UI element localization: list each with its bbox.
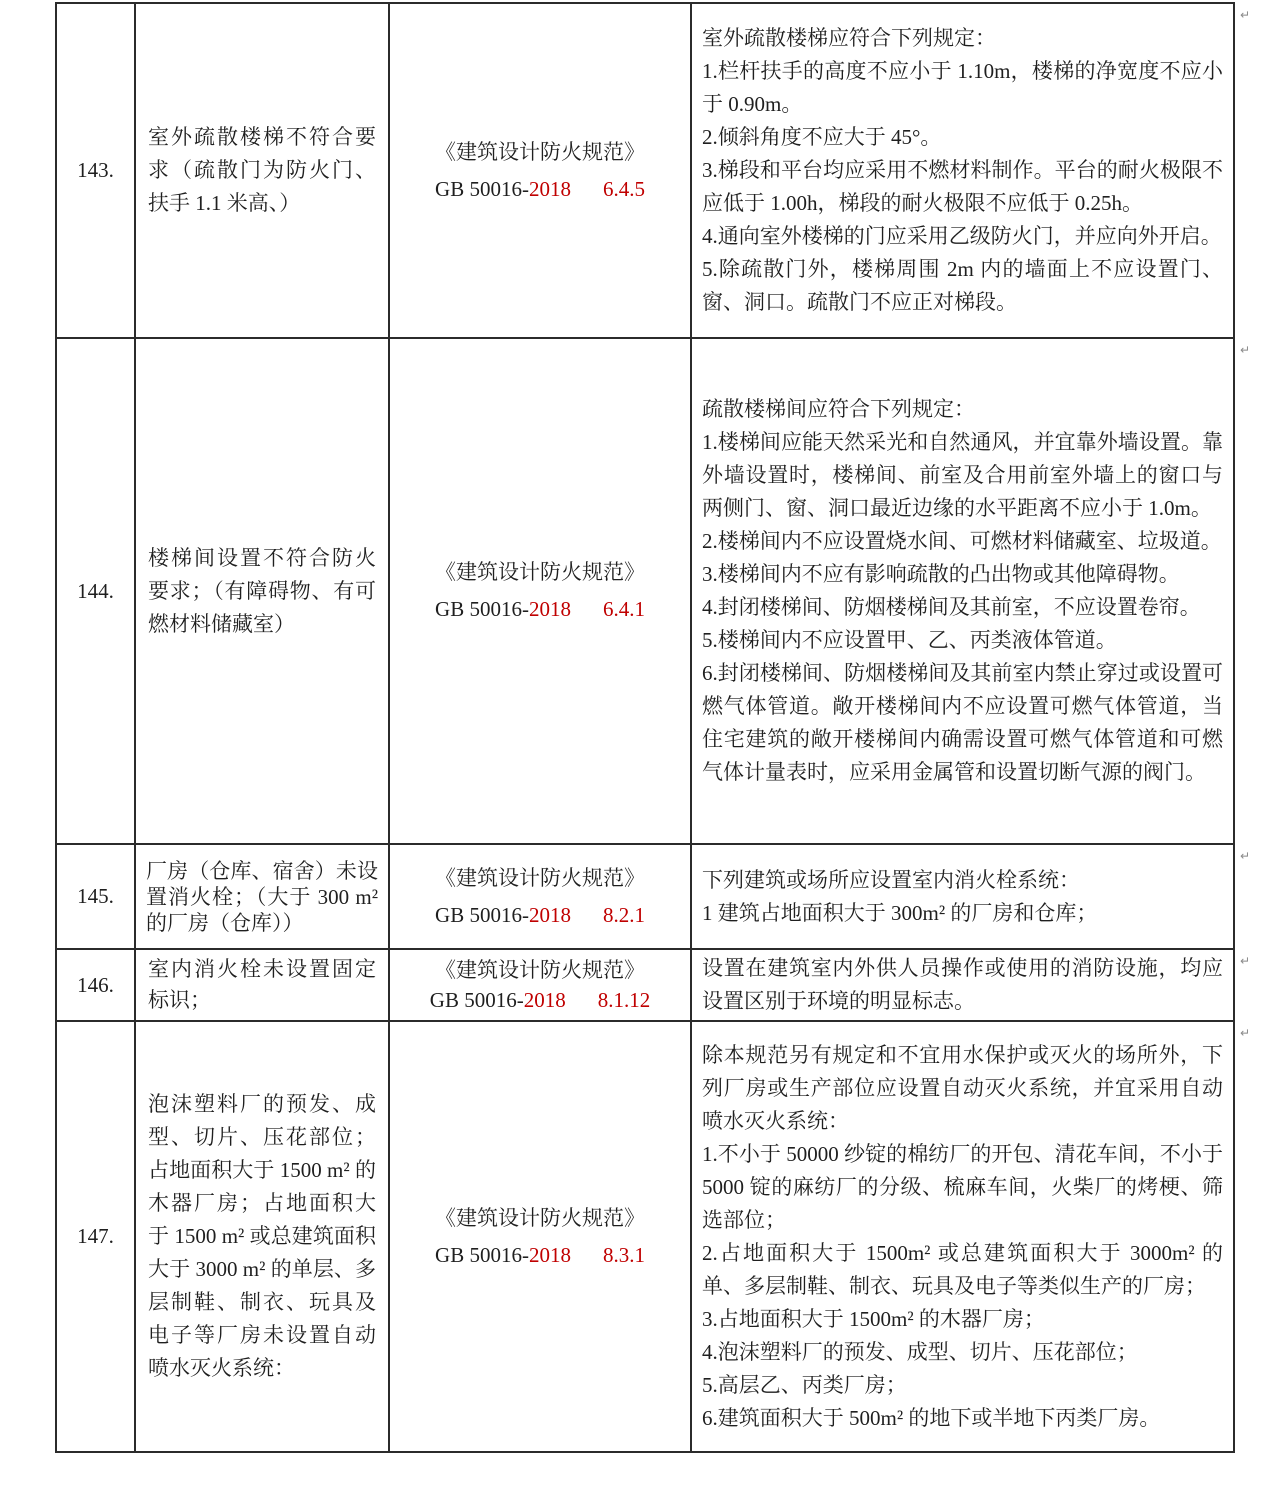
requirement-text <box>702 1039 1223 1435</box>
regulation-code: GB 50016- <box>435 902 529 927</box>
requirement-cell <box>691 1021 1250 1452</box>
requirement-paragraph: 2.楼梯间内不应设置烧水间、可燃材料储藏室、垃圾道。 <box>702 529 1222 553</box>
regulation-reference <box>389 1021 691 1452</box>
regulation-clause: 8.1.12 <box>597 988 651 1012</box>
requirement-paragraph: 1.栏杆扶手的高度不应小于 1.10m，楼梯的净宽度不应小于 0.90m。 <box>702 59 1223 116</box>
paragraph-mark-icon: ↵ <box>1239 954 1250 968</box>
regulation-reference <box>389 844 691 949</box>
table-row <box>56 844 1234 949</box>
requirement-text <box>702 864 1223 930</box>
requirement-cell <box>691 844 1250 949</box>
requirement-paragraph: 5.除疏散门外，楼梯周围 2m 内的墙面上不应设置门、窗、洞口。疏散门不应正对梯段。 <box>702 257 1223 314</box>
paragraph-mark-icon: ↵ <box>1239 849 1250 863</box>
requirement-paragraph: 4.通向室外楼梯的门应采用乙级防火门，并应向外开启。 <box>702 224 1222 248</box>
requirement-paragraph: 6.封闭楼梯间、防烟楼梯间及其前室内禁止穿过或设置可燃气体管道。敞开楼梯间内不应设置可燃气体管道，当住宅建筑的敞开楼梯间内确需设置可燃气体管道和可燃气体计量表时，应采用金属管和设置切断气源的阀门。 <box>702 661 1223 784</box>
requirement-paragraph: 除本规范另有规定和不宜用水保护或灭火的场所外，下列厂房或生产部位应设置自动灭火系统，并宜采用自动喷水灭火系统： <box>702 1042 1223 1133</box>
requirement-paragraph: 设置在建筑室内外供人员操作或使用的消防设施，均应设置区别于环境的明显标志。 <box>702 956 1223 1013</box>
requirement-paragraph: 3.梯段和平台均应采用不燃材料制作。平台的耐火极限不应低于 1.00h，梯段的耐火极限不应低于 0.25h。 <box>702 158 1223 215</box>
row-number: 146. <box>56 949 135 1021</box>
issue-description: 楼梯间设置不符合防火要求；（有障碍物、有可燃材料储藏室） <box>135 338 389 844</box>
requirement-paragraph: 6.建筑面积大于 500m² 的地下或半地下丙类厂房。 <box>702 1405 1161 1430</box>
issue-description: 室内消火栓未设置固定标识； <box>135 949 389 1021</box>
requirement-paragraph: 3.楼梯间内不应有影响疏散的凸出物或其他障碍物。 <box>702 562 1180 586</box>
regulation-clause: 8.3.1 <box>602 1242 645 1267</box>
requirement-paragraph: 4.封闭楼梯间、防烟楼梯间及其前室，不应设置卷帘。 <box>702 595 1201 619</box>
requirement-paragraph: 1.不小于 50000 纱锭的棉纺厂的开包、清花车间，不小于 5000 锭的麻纺厂的分级、梳麻车间，火柴厂的烤梗、筛选部位； <box>702 1141 1223 1232</box>
requirement-cell <box>691 338 1250 844</box>
regulation-code: GB 50016- <box>435 1242 529 1267</box>
requirement-paragraph: 室外疏散楼梯应符合下列规定： <box>702 26 996 50</box>
regulation-title: 《建筑设计防火规范》 <box>435 139 645 164</box>
table-row <box>56 338 1234 844</box>
requirement-paragraph: 1.楼梯间应能天然采光和自然通风，并宜靠外墙设置。靠外墙设置时，楼梯间、前室及合用前室外墙上的窗口与两侧门、窗、洞口最近边缘的水平距离不应小于 1.0m。 <box>702 430 1223 520</box>
requirement-paragraph: 2.占地面积大于 1500m² 或总建筑面积大于 3000m² 的单、多层制鞋、制衣、玩具及电子等类似生产的厂房； <box>702 1240 1223 1298</box>
regulation-clause: 8.2.1 <box>602 902 645 927</box>
regulation-reference <box>389 3 691 338</box>
paragraph-mark-icon: ↵ <box>1239 8 1250 22</box>
issue-description: 厂房（仓库、宿舍）未设置消火栓；（大于 300 m² 的厂房（仓库）） <box>135 844 389 949</box>
issue-description: 室外疏散楼梯不符合要求（疏散门为防火门、扶手 1.1 米高、） <box>135 3 389 338</box>
requirement-paragraph: 1 建筑占地面积大于 300m² 的厂房和仓库； <box>702 900 1098 925</box>
requirement-paragraph: 4.泡沫塑料厂的预发、成型、切片、压花部位； <box>702 1339 1138 1364</box>
requirement-text <box>702 952 1223 1018</box>
regulation-code: GB 50016- <box>435 176 529 201</box>
paragraph-mark-icon: ↵ <box>1239 343 1250 357</box>
paragraph-mark-icon: ↵ <box>1239 1026 1250 1040</box>
row-number: 145. <box>56 844 135 949</box>
row-number: 144. <box>56 338 135 844</box>
regulation-reference <box>389 949 691 1021</box>
requirement-text <box>702 22 1223 319</box>
requirement-paragraph: 下列建筑或场所应设置室内消火栓系统： <box>702 867 1080 892</box>
regulation-year: 2018 <box>523 988 566 1012</box>
regulation-title: 《建筑设计防火规范》 <box>435 958 645 982</box>
regulation-code: GB 50016- <box>429 988 524 1012</box>
requirement-cell <box>691 3 1250 338</box>
regulation-reference <box>389 338 691 844</box>
row-number: 143. <box>56 3 135 338</box>
regulation-clause: 6.4.5 <box>602 176 645 201</box>
issue-description: 泡沫塑料厂的预发、成型、切片、压花部位；占地面积大于 1500 m² 的木器厂房；占地面积大于 1500 m² 或总建筑面积大于 3000 m² 的单层、多层制鞋、制衣、玩具及电子等厂房未设置自动喷水灭火系统： <box>135 1021 389 1452</box>
row-number: 147. <box>56 1021 135 1452</box>
regulation-table <box>55 2 1250 1453</box>
regulation-code-line <box>391 591 689 628</box>
regulation-title: 《建筑设计防火规范》 <box>435 1205 645 1230</box>
regulation-code: GB 50016- <box>435 597 529 621</box>
regulation-year: 2018 <box>528 597 571 621</box>
requirement-cell <box>691 949 1250 1021</box>
requirement-paragraph: 2.倾斜角度不应大于 45°。 <box>702 125 942 149</box>
requirement-paragraph: 5.高层乙、丙类厂房； <box>702 1372 907 1397</box>
requirement-paragraph: 3.占地面积大于 1500m² 的木器厂房； <box>702 1306 1045 1331</box>
requirement-text <box>702 393 1223 789</box>
regulation-title: 《建筑设计防火规范》 <box>435 865 645 890</box>
regulation-year: 2018 <box>528 1242 571 1267</box>
regulation-year: 2018 <box>528 902 571 927</box>
regulation-title: 《建筑设计防火规范》 <box>435 560 645 584</box>
regulation-code-line <box>391 897 689 934</box>
regulation-code-line <box>391 1237 689 1274</box>
table-row <box>56 949 1234 1021</box>
table-row <box>56 3 1234 338</box>
regulation-code-line <box>391 985 689 1015</box>
requirement-paragraph: 疏散楼梯间应符合下列规定： <box>702 397 975 421</box>
requirement-paragraph: 5.楼梯间内不应设置甲、乙、丙类液体管道。 <box>702 628 1117 652</box>
table-row <box>56 1021 1234 1452</box>
regulation-year: 2018 <box>528 176 571 201</box>
regulation-clause: 6.4.1 <box>602 597 645 621</box>
regulation-code-line <box>391 171 689 208</box>
